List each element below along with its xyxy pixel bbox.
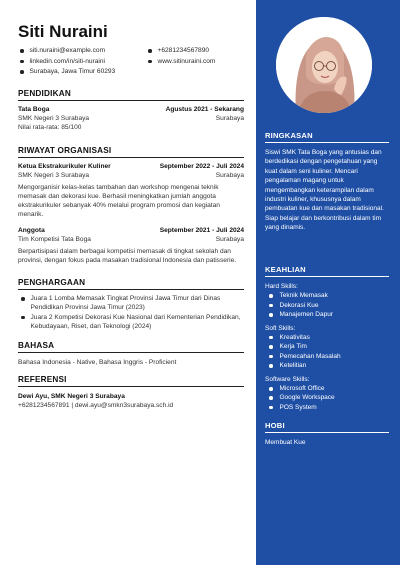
skill-item: Ketelitian <box>265 361 390 370</box>
bullet-icon <box>269 355 273 359</box>
bullet-icon <box>269 313 273 317</box>
bullet-icon <box>21 316 25 320</box>
reference-contact: +6281234567891 | dewi.ayu@smkn3surabaya.sch.id <box>18 402 174 410</box>
sidebar <box>256 0 400 565</box>
bullet-icon <box>269 364 273 368</box>
candidate-name: Siti Nuraini <box>18 22 108 41</box>
bullet-icon <box>148 49 152 53</box>
education-school: SMK Negeri 3 Surabaya <box>18 114 90 122</box>
language-text: Bahasa Indonesia - Native, Bahasa Inggris - Proficient <box>18 359 177 367</box>
bullet-icon <box>269 304 273 308</box>
organization-title: RIWAYAT ORGANISASI <box>18 146 244 158</box>
contact-phone[interactable]: +6281234567890 <box>146 46 246 56</box>
contact-website[interactable]: www.sitinuraini.com <box>146 57 246 67</box>
bullet-icon <box>269 396 273 400</box>
skill-item: Dekorasi Kue <box>265 301 390 310</box>
hobby-title: HOBI <box>265 421 389 433</box>
awards-title: PENGHARGAAN <box>18 278 244 290</box>
organization-name: SMK Negeri 3 Surabaya <box>18 171 90 179</box>
soft-skills-label: Soft Skills: <box>265 324 296 332</box>
organization-city: Surabaya <box>215 235 244 243</box>
organization-date: September 2021 - Juli 2024 <box>159 226 244 234</box>
reference-section <box>18 375 244 410</box>
bullet-icon <box>269 345 273 349</box>
bullet-icon <box>20 70 24 74</box>
organization-section <box>18 146 244 266</box>
summary-title: RINGKASAN <box>265 131 389 143</box>
contact-linkedin[interactable]: linkedin.com/in/siti-nuraini <box>18 57 146 67</box>
education-grade: Nilai rata-rata: 85/100 <box>18 123 82 131</box>
profile-photo-illustration <box>276 17 372 113</box>
bullet-icon <box>20 49 24 53</box>
summary-text: Siswi SMK Tata Boga yang antusias dan berdedikasi dengan pengetahuan yang kuat dalam seni kuliner. Mencari pengalaman magang untuk mengembangkan keterampilan dalam industri kuliner, khususnya dalam pembuatan kue dan masakan tradisional. Siap belajar dan berkontribusi dalam tim yang dinamis. <box>265 149 384 232</box>
organization-description: Mengorganisir kelas-kelas tambahan dan workshop mengenai teknik memasak dan dekorasi kue. Berhasil meningkatkan jumlah anggota ekstrakurikuler sebanyak 40% melalui program promosi dan kegiatan menarik. <box>18 183 220 219</box>
bullet-icon <box>21 297 25 301</box>
skills-title: KEAHLIAN <box>265 265 389 277</box>
hard-skills-label: Hard Skills: <box>265 283 298 290</box>
profile-photo <box>276 17 372 113</box>
contact-email[interactable]: siti.nuraini@example.com <box>18 46 146 56</box>
organization-item <box>18 162 244 220</box>
skill-item: Microsoft Office <box>265 384 390 393</box>
software-skills-label: Software Skills: <box>265 375 310 383</box>
hobby-text: Membuat Kue <box>265 439 306 446</box>
organization-role: Anggota <box>18 226 45 234</box>
education-date: Agustus 2021 - Sekarang <box>165 105 244 113</box>
organization-description: Berpartisipasi dalam berbagai kompetisi memasak di tingkat sekolah dan provinsi, dengan fokus pada masakan tradisional Indonesia dan patisserie. <box>18 247 237 264</box>
organization-date: September 2022 - Juli 2024 <box>159 162 244 170</box>
language-title: BAHASA <box>18 341 244 353</box>
organization-role: Ketua Ekstrakurikuler Kuliner <box>18 162 111 170</box>
education-section <box>18 89 244 132</box>
education-degree: Tata Boga <box>18 105 50 113</box>
education-city: Surabaya <box>215 114 244 122</box>
bullet-icon <box>269 406 273 410</box>
bullet-icon <box>269 294 273 298</box>
skill-item: Google Workspace <box>265 393 390 402</box>
reference-title: REFERENSI <box>18 375 244 387</box>
organization-city: Surabaya <box>215 171 244 179</box>
skill-item: Kerja Tim <box>265 342 390 351</box>
award-item: Juara 1 Lomba Memasak Tingkat Provinsi Jawa Timur dari Dinas Pendidikan Provinsi Jawa Timur (2023) <box>18 294 244 312</box>
contact-address: Surabaya, Jawa Timur 60293 <box>18 67 146 77</box>
awards-section <box>18 278 244 331</box>
language-section <box>18 341 244 367</box>
bullet-icon <box>20 60 24 64</box>
bullet-icon <box>269 336 273 340</box>
organization-item <box>18 226 244 266</box>
skills-list <box>265 282 390 412</box>
bullet-icon <box>269 387 273 391</box>
award-item: Juara 2 Kompetisi Dekorasi Kue Nasional dari Kementerian Pendidikan, Kebudayaan, Riset, dan Teknologi (2024) <box>18 313 244 331</box>
skill-item: Teknik Memasak <box>265 291 390 300</box>
skill-item: Manajemen Dapur <box>265 310 390 319</box>
bullet-icon <box>148 60 152 64</box>
education-title: PENDIDIKAN <box>18 89 244 101</box>
skill-item: Pemecahan Masalah <box>265 352 390 361</box>
skill-item: POS System <box>265 403 390 412</box>
organization-name: Tim Kompetisi Tata Boga <box>18 235 91 243</box>
reference-name: Dewi Ayu, SMK Negeri 3 Surabaya <box>18 393 125 401</box>
contact-list <box>18 46 244 77</box>
skill-item: Kreativitas <box>265 333 390 342</box>
